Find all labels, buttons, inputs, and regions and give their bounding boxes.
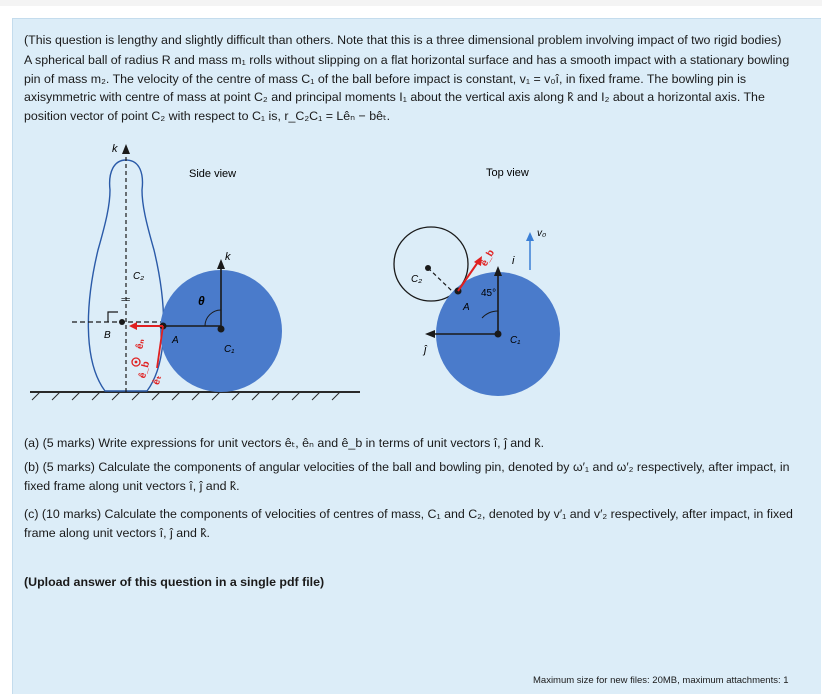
eb-label: ê_b bbox=[137, 360, 153, 380]
upload-note: (Upload answer of this question in a single pdf file) bbox=[24, 575, 325, 589]
question-intro-note: (This question is lengthy and slightly difficult than others. Note that this is a three dimensional problem involving impact of two rigid bodies) bbox=[24, 33, 782, 47]
et-label: êₜ bbox=[151, 374, 165, 387]
i-arrowhead bbox=[494, 266, 502, 276]
ground-hatching bbox=[32, 392, 340, 400]
k-axis-label: k bbox=[112, 143, 118, 155]
eb-top-label: ê_b bbox=[478, 247, 498, 269]
ball-k-label: k bbox=[225, 251, 231, 263]
part-a: (a) (5 marks) Write expressions for unit vectors êₜ, êₙ and ê_b in terms of unit vectors î, ĵ and k̂. bbox=[24, 436, 545, 450]
en-label: êₙ bbox=[134, 338, 147, 350]
j-label: ĵ bbox=[424, 344, 427, 356]
parallel-mark: == bbox=[121, 295, 131, 304]
b-label: B bbox=[104, 330, 111, 341]
part-c: (c) (10 marks) Calculate the components of velocities of centres of mass, C₁ and C₂, denoted by v′₁ and v′₂ respectively, after impact, in fixed frame along unit vectors î, ĵ and k̂. bbox=[24, 507, 793, 540]
right-angle-marker bbox=[108, 312, 118, 322]
top-view-label: Top view bbox=[486, 167, 529, 179]
point-c1-top bbox=[495, 331, 502, 338]
c2-label-top: C₂ bbox=[411, 274, 423, 285]
point-b bbox=[119, 319, 125, 325]
side-view-label: Side view bbox=[189, 168, 237, 180]
point-c1-side bbox=[218, 326, 225, 333]
en-arrowhead bbox=[129, 322, 137, 330]
v0-label: v₀ bbox=[537, 228, 547, 239]
theta-label: θ bbox=[198, 294, 205, 308]
attachment-limit-note: Maximum size for new files: 20MB, maximum attachments: 1 bbox=[533, 675, 789, 686]
i-label: i bbox=[512, 255, 515, 267]
a-label-side: A bbox=[172, 335, 179, 346]
question-paragraph: A spherical ball of radius R and mass m₁ rolls without slipping on a flat horizontal surface and has a smooth impact with a stationary bowling pin of mass m₂. The velocity of the centre of mass C₁ of the ball before impact is constant, v₁ = v₀î, in fixed frame. The bowling pin is axisymmetric with centre of mass at point C₂ and principal moments I₁ about the vertical axis along k̂ and I₂ about a horizontal axis. The position vector of point C₂ with respect to C₁ is, r_C₂C₁ = Lêₙ − bêₜ. bbox=[24, 53, 790, 123]
c1-label-top: C₁ bbox=[510, 335, 521, 346]
ball-k-arrowhead bbox=[217, 259, 225, 269]
k-axis-arrowhead bbox=[122, 144, 130, 154]
c1-label-side: C₁ bbox=[224, 344, 235, 355]
c2-label-side: C₂ bbox=[133, 271, 145, 282]
v0-arrowhead bbox=[526, 232, 534, 241]
j-arrowhead bbox=[425, 330, 435, 338]
part-b: (b) (5 marks) Calculate the components of angular velocities of the ball and bowling pin, denoted by ω′₁ and ω′₂ respectively, after impact, in fixed frame along unit vectors î, ĵ and k̂. bbox=[24, 460, 790, 493]
angle-label: 45° bbox=[481, 288, 497, 299]
a-label-top: A bbox=[463, 302, 470, 313]
